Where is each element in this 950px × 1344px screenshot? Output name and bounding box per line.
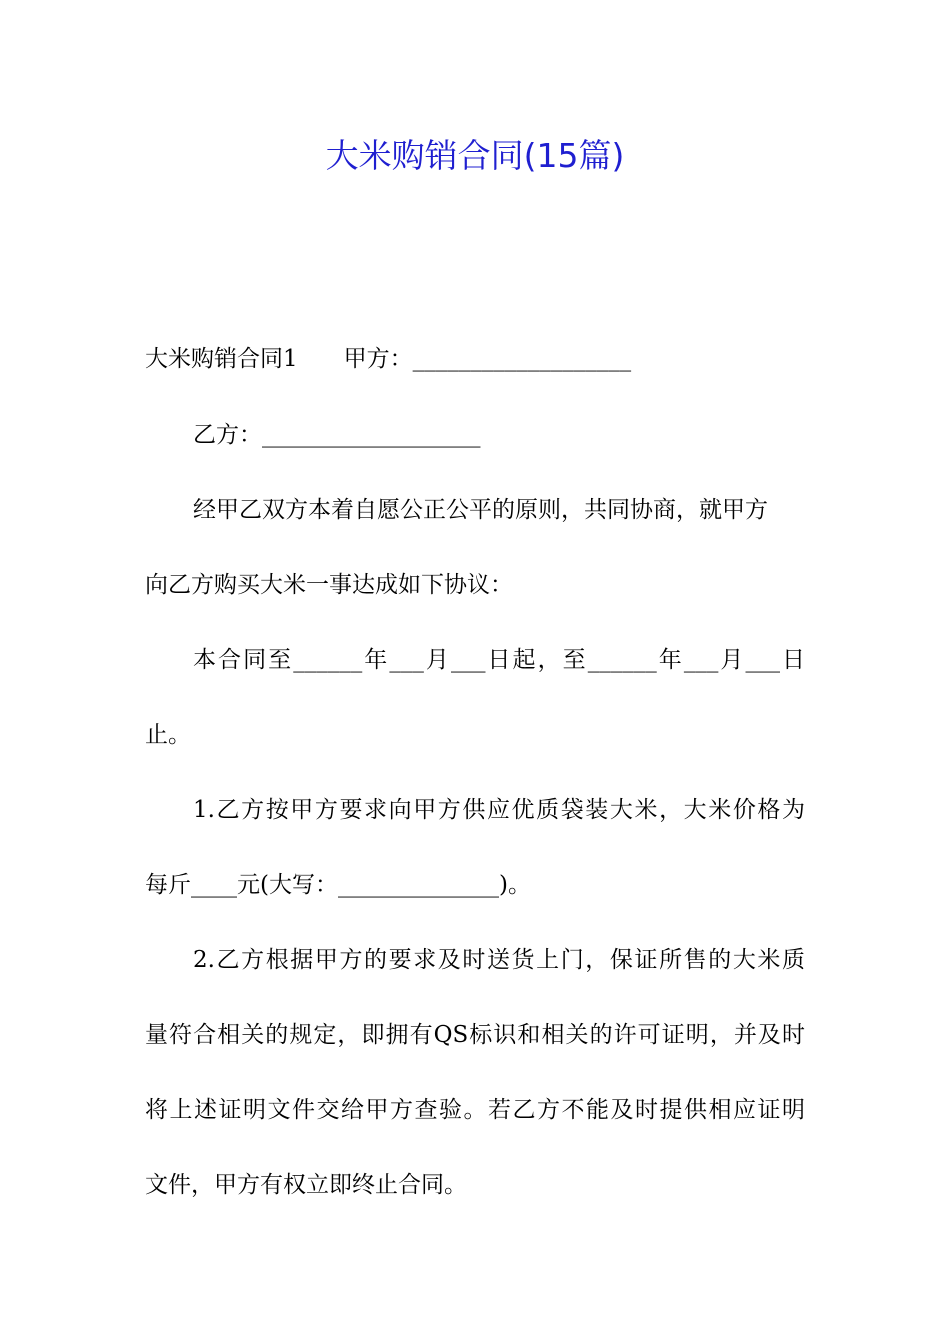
clause-2-line-1: 2.乙方根据甲方的要求及时送货上门，保证所售的大米质 [193,947,805,973]
paragraph-term-line-2: 止。 [145,722,191,748]
paragraph-term-line-1: 本合同至______年___月___日起，至______年___月___日 [193,647,805,673]
paragraph-intro-line-2: 向乙方购买大米一事达成如下协议： [145,572,513,598]
clause-2-line-4: 文件，甲方有权立即终止合同。 [145,1172,467,1198]
clause-1-line-2: 每斤____元(大写：______________)。 [145,872,531,898]
document-title: 大米购销合同(15篇) [325,136,625,175]
paragraph-intro-line-1: 经甲乙双方本着自愿公正公平的原则，共同协商，就甲方 [193,497,768,523]
contract-heading-party-a: 大米购销合同1 甲方：___________________ [145,346,632,372]
clause-1-line-1: 1.乙方按甲方要求向甲方供应优质袋装大米，大米价格为 [193,797,805,823]
clause-2-line-2: 量符合相关的规定，即拥有QS标识和相关的许可证明，并及时 [145,1022,805,1048]
party-b-line: 乙方：___________________ [193,422,481,448]
clause-2-line-3: 将上述证明文件交给甲方查验。若乙方不能及时提供相应证明 [145,1097,805,1123]
